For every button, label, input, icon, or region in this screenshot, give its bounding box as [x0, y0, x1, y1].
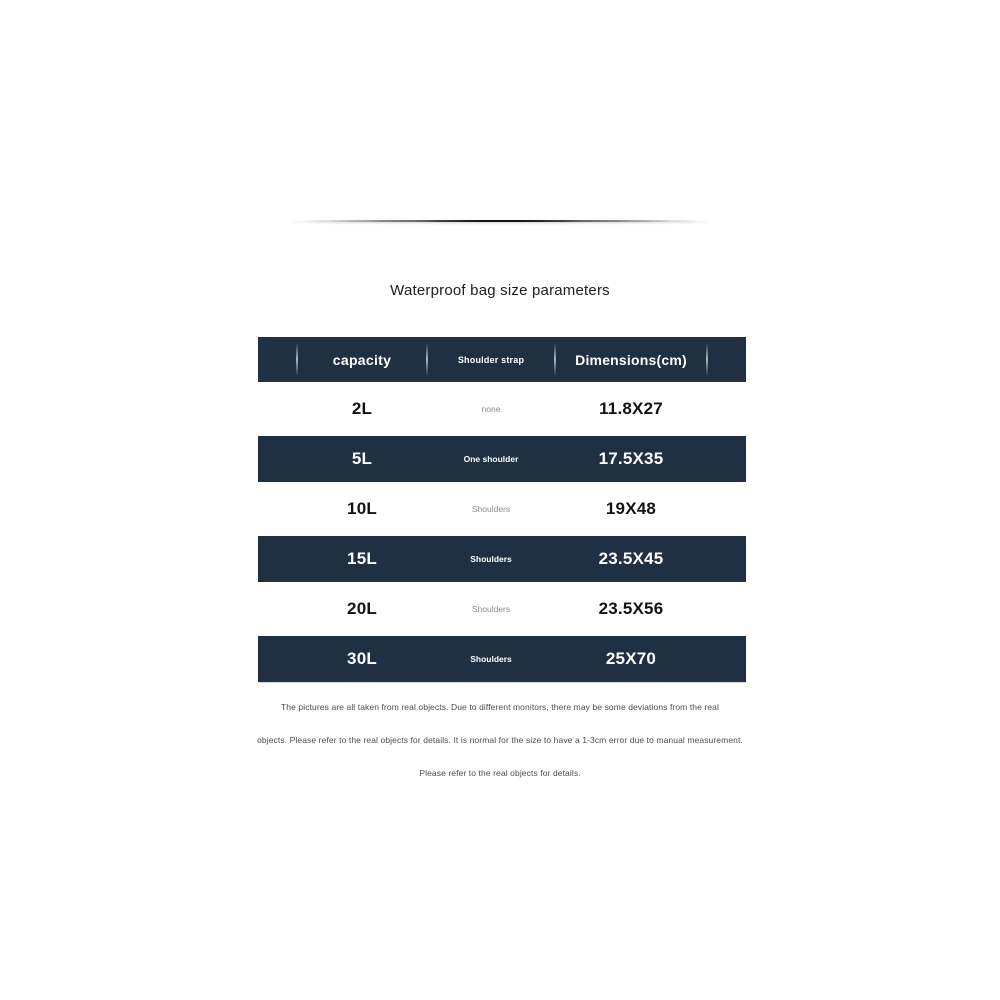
table-row: [258, 382, 746, 436]
header-dimensions: Dimensions(cm): [575, 351, 687, 368]
header-divider: [554, 344, 556, 375]
disclaimer-text: [135, 700, 865, 799]
capacity-value: 20L: [347, 599, 377, 618]
dimensions-value: 19X48: [605, 499, 657, 518]
header-divider: [706, 344, 708, 375]
disclaimer-line-2: objects. Please refer to the real objects for details. It is normal for the size to have a 1-3cm error due to manual measurement.: [257, 735, 743, 745]
page-title: Waterproof bag size parameters: [390, 282, 610, 299]
header-divider: [426, 344, 428, 375]
capacity-value: 30L: [347, 649, 377, 668]
table-row: [258, 582, 746, 636]
header-shoulder-strap: Shoulder strap: [457, 354, 525, 365]
table-row: [258, 482, 746, 536]
dimensions-value: 23.5X56: [598, 599, 664, 618]
strap-value: One shoulder: [463, 454, 519, 464]
disclaimer-line-3: Please refer to the real objects for details.: [419, 768, 581, 778]
dimensions-value: 23.5X45: [598, 549, 664, 568]
capacity-value: 10L: [347, 499, 377, 518]
decorative-divider-line: [293, 220, 708, 222]
capacity-value: 5L: [351, 449, 373, 468]
dimensions-value: 17.5X35: [598, 449, 664, 468]
size-parameters-table: [258, 337, 746, 682]
strap-value: Shoulders: [471, 504, 511, 514]
capacity-value: 2L: [351, 399, 373, 418]
strap-value: Shoulders: [470, 654, 512, 664]
disclaimer-line-1: The pictures are all taken from real objects. Due to different monitors, there may be some deviations from the real: [281, 702, 719, 712]
dimensions-value: 11.8X27: [599, 399, 663, 418]
dimensions-value: 25X70: [605, 649, 657, 668]
header-divider: [296, 344, 298, 375]
strap-value: Shoulders: [471, 604, 511, 614]
table-header-row: [258, 337, 746, 382]
strap-value: Shoulders: [470, 554, 512, 564]
table-row: [258, 436, 746, 482]
table-row: [258, 536, 746, 582]
capacity-value: 15L: [347, 549, 377, 568]
strap-value: none: [481, 404, 501, 414]
table-row: [258, 636, 746, 682]
header-capacity: capacity: [332, 351, 392, 368]
